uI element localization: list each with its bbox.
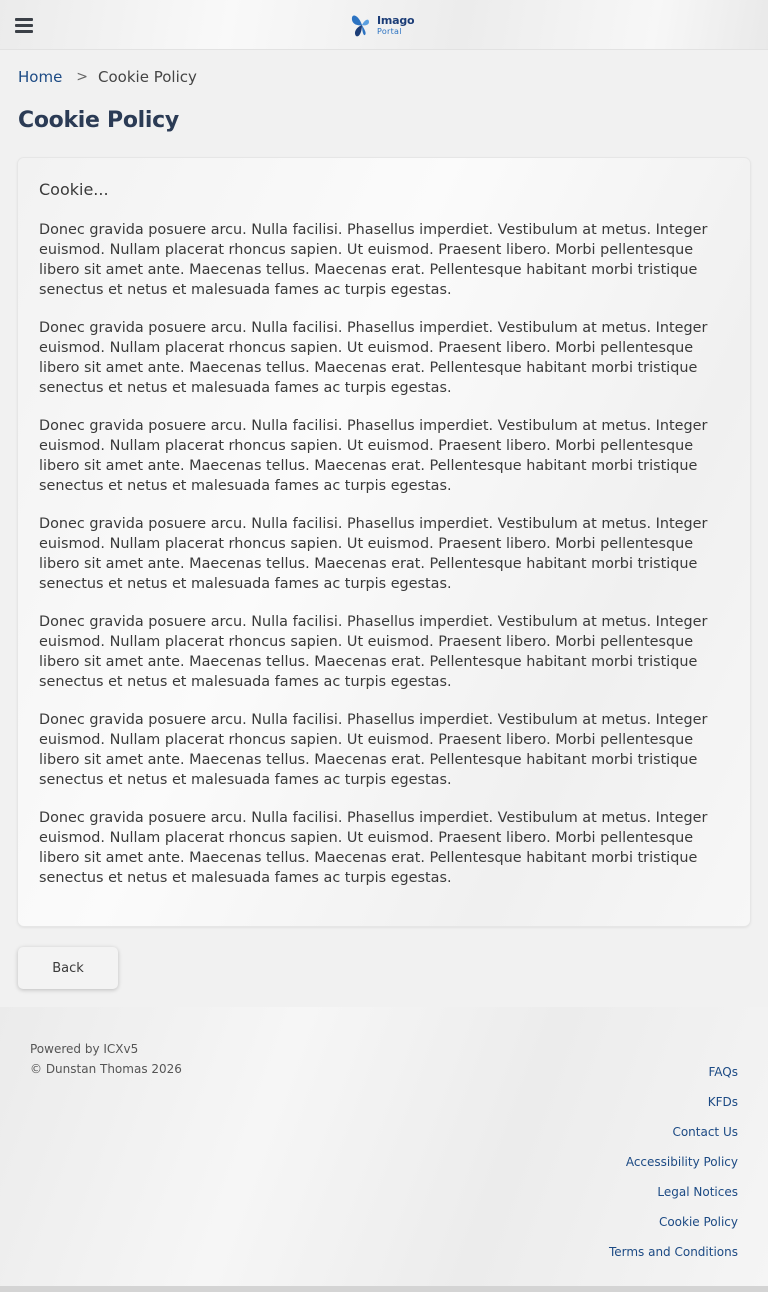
bottom-divider	[0, 1286, 768, 1292]
footer	[0, 1007, 768, 1286]
footer-credits	[30, 1039, 182, 1079]
policy-paragraph: Donec gravida posuere arcu. Nulla facilisi. Phasellus imperdiet. Vestibulum at metus. Integer euismod. Nullam placerat rhoncus sapien. Ut euismod. Praesent libero. Morbi pellentesque libero sit amet ante. Maecenas tellus. Maecenas erat. Pellentesque habitant morbi tristique senectus et netus et malesuada fames ac turpis egestas.	[39, 418, 708, 494]
footer-link-cookie-policy[interactable]: Cookie Policy	[658, 1215, 738, 1229]
footer-link-terms-and-conditions[interactable]: Terms and Conditions	[608, 1245, 738, 1259]
back-button[interactable]: Back	[18, 947, 118, 989]
policy-paragraph: Donec gravida posuere arcu. Nulla facilisi. Phasellus imperdiet. Vestibulum at metus. Integer euismod. Nullam placerat rhoncus sapien. Ut euismod. Praesent libero. Morbi pellentesque libero sit amet ante. Maecenas tellus. Maecenas erat. Pellentesque habitant morbi tristique senectus et netus et malesuada fames ac turpis egestas.	[39, 614, 708, 690]
footer-link-kfds[interactable]: KFDs	[707, 1095, 738, 1109]
menu-bar-line	[15, 24, 33, 27]
page-title: Cookie Policy	[18, 108, 179, 133]
menu-bar-line	[15, 30, 33, 33]
policy-paragraph: Donec gravida posuere arcu. Nulla facilisi. Phasellus imperdiet. Vestibulum at metus. Integer euismod. Nullam placerat rhoncus sapien. Ut euismod. Praesent libero. Morbi pellentesque libero sit amet ante. Maecenas tellus. Maecenas erat. Pellentesque habitant morbi tristique senectus et netus et malesuada fames ac turpis egestas.	[39, 516, 708, 592]
policy-body	[39, 220, 729, 906]
footer-link-legal-notices[interactable]: Legal Notices	[657, 1185, 738, 1199]
hamburger-menu-icon[interactable]	[12, 13, 36, 37]
footer-link-contact-us[interactable]: Contact Us	[672, 1125, 738, 1139]
copyright-text: © Dunstan Thomas 2026	[30, 1062, 182, 1076]
policy-paragraph: Donec gravida posuere arcu. Nulla facilisi. Phasellus imperdiet. Vestibulum at metus. Integer euismod. Nullam placerat rhoncus sapien. Ut euismod. Praesent libero. Morbi pellentesque libero sit amet ante. Maecenas tellus. Maecenas erat. Pellentesque habitant morbi tristique senectus et netus et malesuada fames ac turpis egestas.	[39, 320, 708, 396]
breadcrumb-home-link[interactable]: Home	[18, 68, 63, 86]
card-heading: Cookie...	[39, 180, 109, 199]
logo-title: Imago	[377, 13, 415, 27]
breadcrumb	[18, 68, 197, 86]
menu-bar-line	[15, 18, 33, 21]
logo[interactable]	[350, 8, 420, 42]
breadcrumb-current: Cookie Policy	[98, 68, 197, 86]
top-bar	[0, 0, 768, 50]
footer-link-faqs[interactable]: FAQs	[708, 1065, 738, 1079]
powered-by-text: Powered by ICXv5	[30, 1042, 139, 1056]
policy-paragraph: Donec gravida posuere arcu. Nulla facilisi. Phasellus imperdiet. Vestibulum at metus. Integer euismod. Nullam placerat rhoncus sapien. Ut euismod. Praesent libero. Morbi pellentesque libero sit amet ante. Maecenas tellus. Maecenas erat. Pellentesque habitant morbi tristique senectus et netus et malesuada fames ac turpis egestas.	[39, 222, 708, 298]
policy-card	[18, 158, 750, 926]
logo-subtitle: Portal	[377, 26, 402, 36]
footer-links	[609, 1057, 738, 1267]
breadcrumb-separator: >	[76, 69, 89, 85]
policy-paragraph: Donec gravida posuere arcu. Nulla facilisi. Phasellus imperdiet. Vestibulum at metus. Integer euismod. Nullam placerat rhoncus sapien. Ut euismod. Praesent libero. Morbi pellentesque libero sit amet ante. Maecenas tellus. Maecenas erat. Pellentesque habitant morbi tristique senectus et netus et malesuada fames ac turpis egestas.	[39, 712, 708, 788]
policy-paragraph: Donec gravida posuere arcu. Nulla facilisi. Phasellus imperdiet. Vestibulum at metus. Integer euismod. Nullam placerat rhoncus sapien. Ut euismod. Praesent libero. Morbi pellentesque libero sit amet ante. Maecenas tellus. Maecenas erat. Pellentesque habitant morbi tristique senectus et netus et malesuada fames ac turpis egestas.	[39, 810, 708, 886]
footer-link-accessibility-policy[interactable]: Accessibility Policy	[625, 1155, 738, 1169]
butterfly-logo-icon	[350, 10, 374, 40]
